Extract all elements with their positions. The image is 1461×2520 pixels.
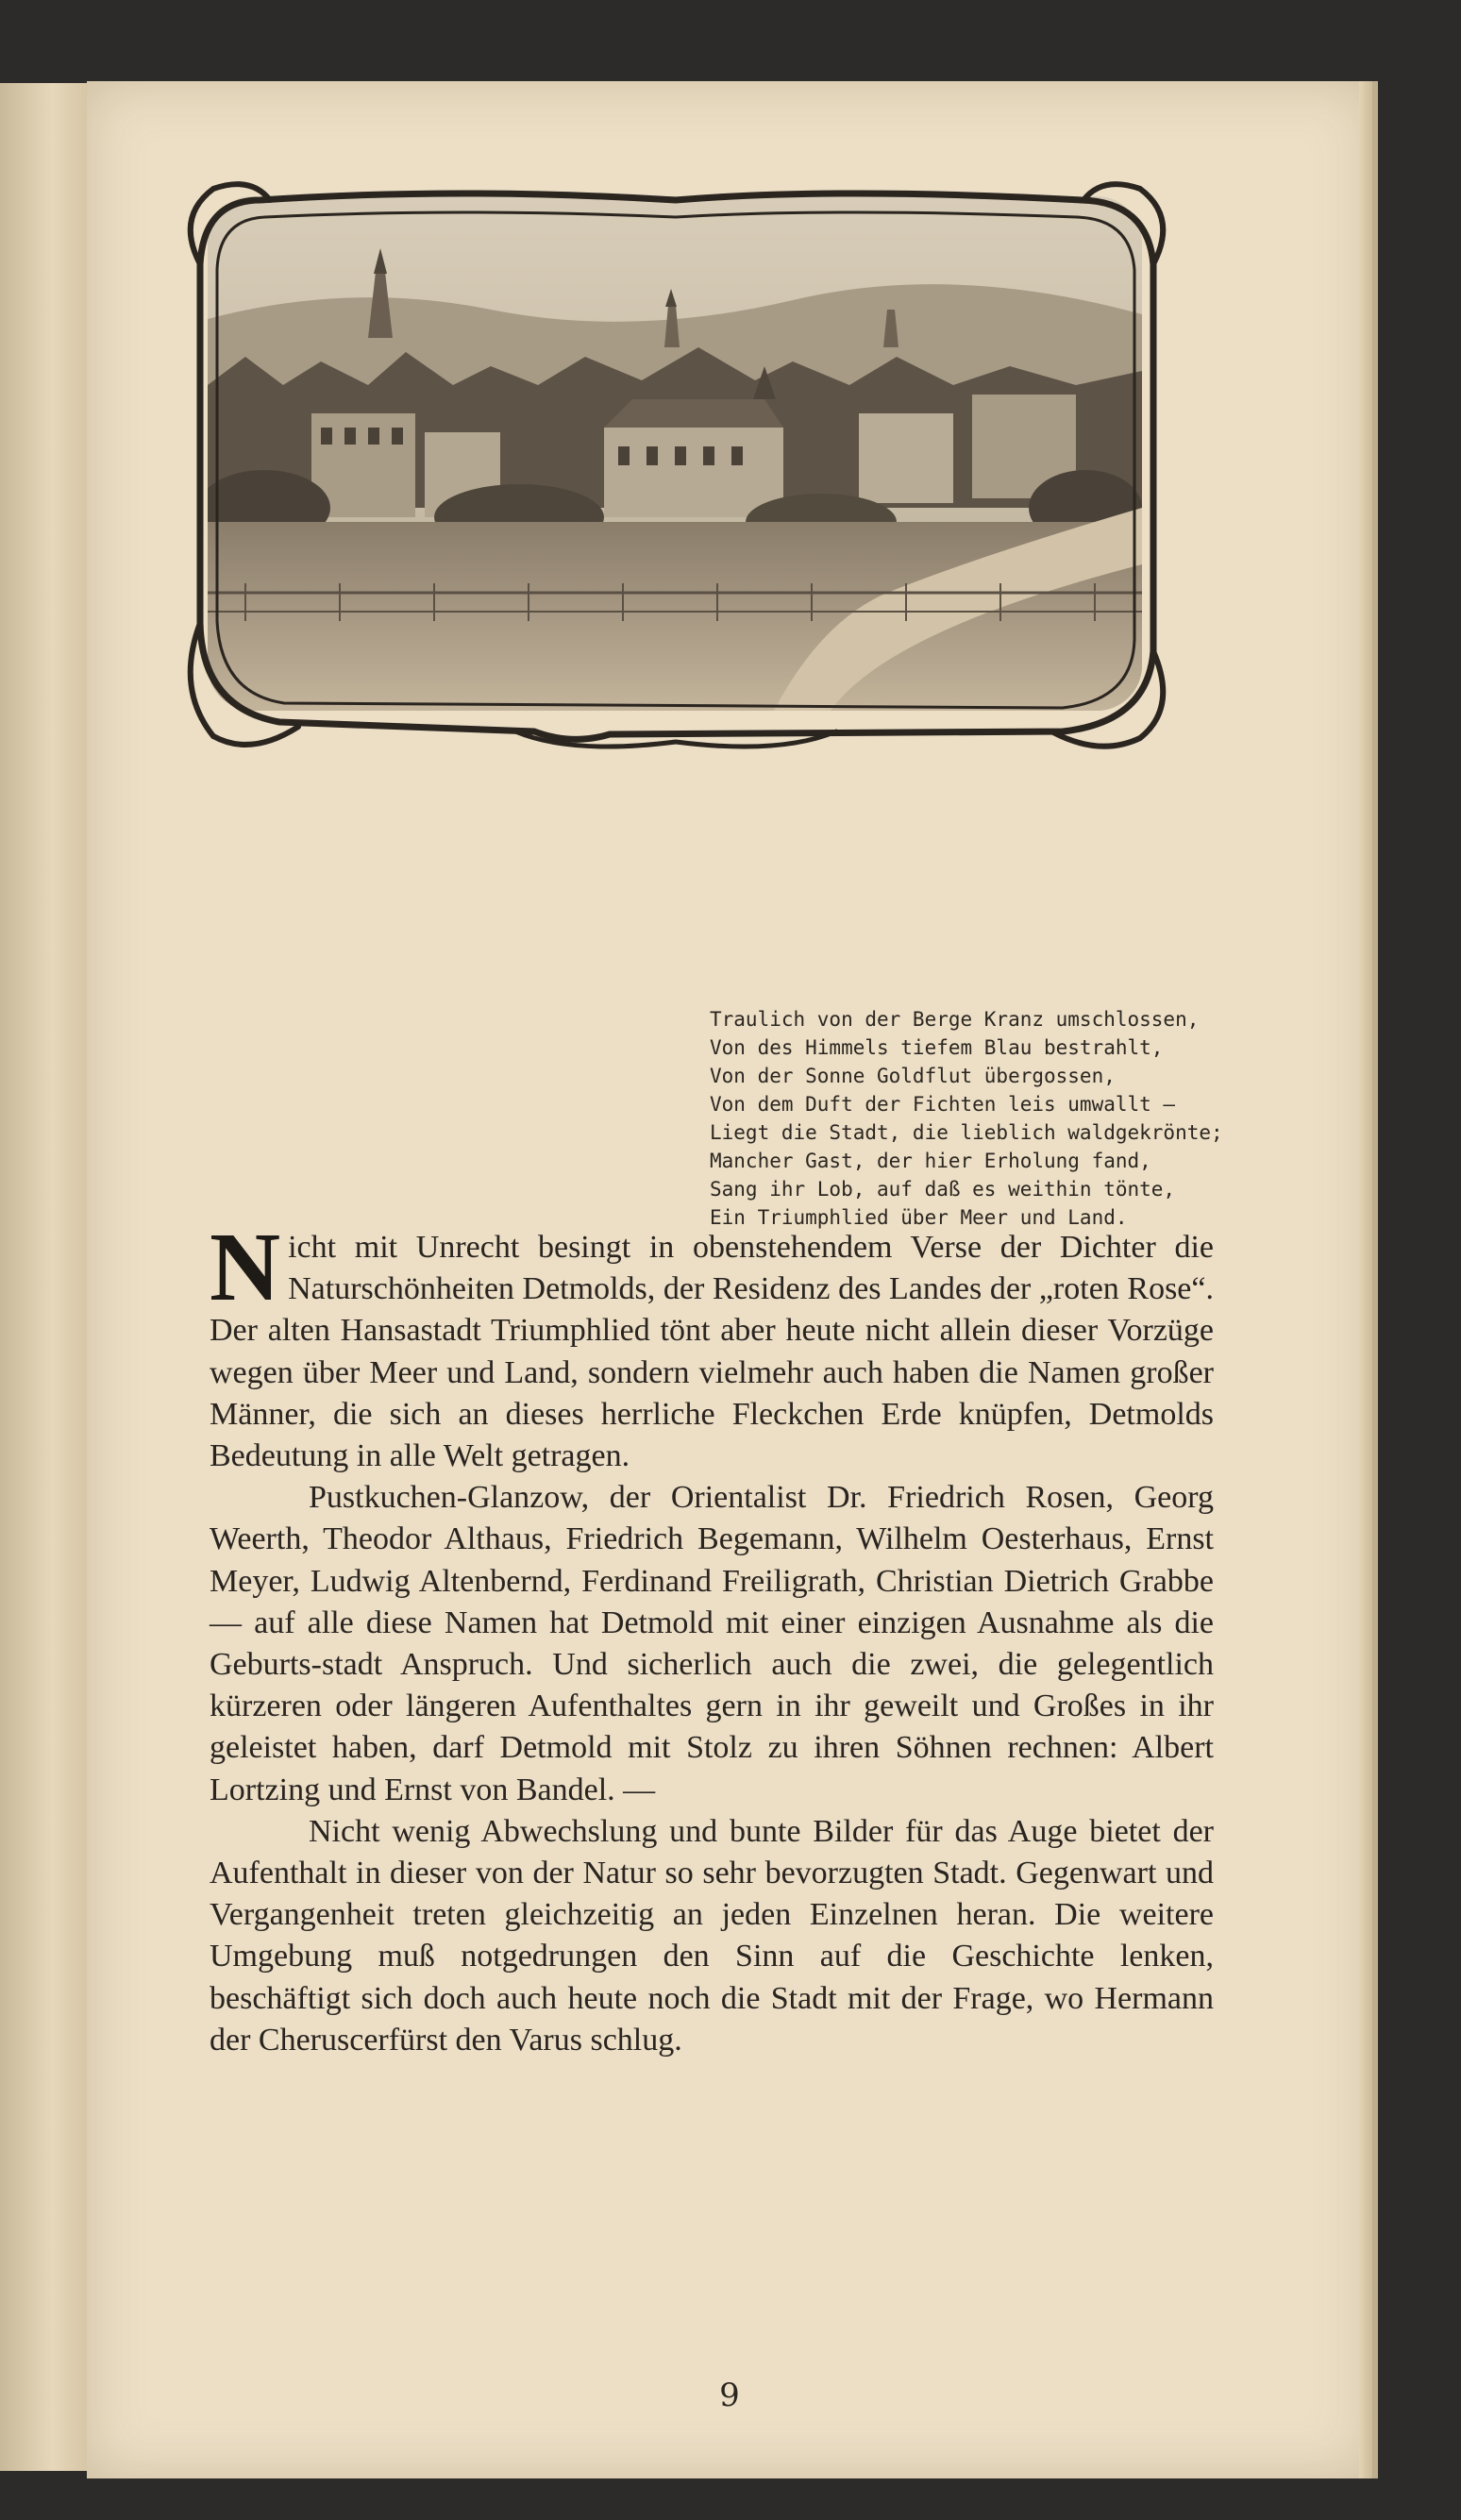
- page-number: 9: [719, 2377, 740, 2414]
- poem-line-3: Von der Sonne Goldflut übergossen,: [710, 1065, 1116, 1087]
- poem-block: [710, 1005, 1238, 1232]
- poem-line-1: Traulich von der Berge Kranz umschlossen,: [710, 1008, 1200, 1031]
- poem-line-7: Sang ihr Lob, auf daß es weithin tönte,: [710, 1178, 1176, 1201]
- paragraph-2: Pustkuchen-Glanzow, der Orientalist Dr. Friedrich Rosen, Georg Weerth, Theodor Althaus, Friedrich Begemann, Wilhelm Oesterhaus, Ernst Meyer, Ludwig Altenbernd, Ferdinand Freiligrath, Christian Dietrich Grabbe — auf alle diese Namen hat Detmold mit einer einzigen Ausnahme als die Geburts-stadt Anspruch. Und sicherlich auch die zwei, die gelegentlich kürzeren oder längeren Aufenthaltes gern in ihr geweilt und Großes in ihr geleistet haben, darf Detmold mit Stolz zu ihren Söhnen rechnen: Albert Lortzing und Ernst von Bandel. —: [210, 1480, 1214, 1807]
- poem-line-6: Mancher Gast, der hier Erholung fand,: [710, 1150, 1151, 1172]
- poem-line-2: Von des Himmels tiefem Blau bestrahlt,: [710, 1036, 1164, 1059]
- poem-line-8: Ein Triumphlied über Meer und Land.: [710, 1206, 1128, 1229]
- left-page-edge: [0, 83, 89, 2471]
- ornamental-border-icon: [176, 179, 1178, 755]
- paragraph-3: Nicht wenig Abwechslung und bunte Bilder für das Auge bietet der Aufenthalt in dieser von der Natur so sehr bevorzugten Stadt. Gegenwart und Vergangenheit treten gleichzeitig an jeden Einzelnen heran. Die weitere Umgebung muß notgedrungen den Sinn auf die Geschichte lenken, beschäftigt sich doch auch heute noch die Stadt mit der Frage, wo Hermann der Cheruscerfürst den Varus schlug.: [210, 1813, 1214, 2058]
- poem-line-4: Von dem Duft der Fichten leis umwallt —: [710, 1093, 1176, 1116]
- poem-line-5: Liegt die Stadt, die lieblich waldgekrönte;: [710, 1121, 1223, 1144]
- paragraph-1-text: icht mit Unrecht besingt in obenstehendem Verse der Dichter die Naturschönheiten Detmolds, der Residenz des Landes der „roten Rose“. Der alten Hansastadt Triumphlied tönt aber heute nicht allein dieser Vorzüge wegen über Meer und Land, sondern vielmehr auch haben die Namen großer Männer, die sich an dieses herrliche Fleckchen Erde knüpfen, Detmolds Bedeutung in alle Welt getragen.: [210, 1230, 1214, 1474]
- page-edge: [1359, 81, 1372, 2478]
- drop-cap: N: [210, 1213, 281, 1321]
- art-nouveau-frame: [176, 179, 1178, 755]
